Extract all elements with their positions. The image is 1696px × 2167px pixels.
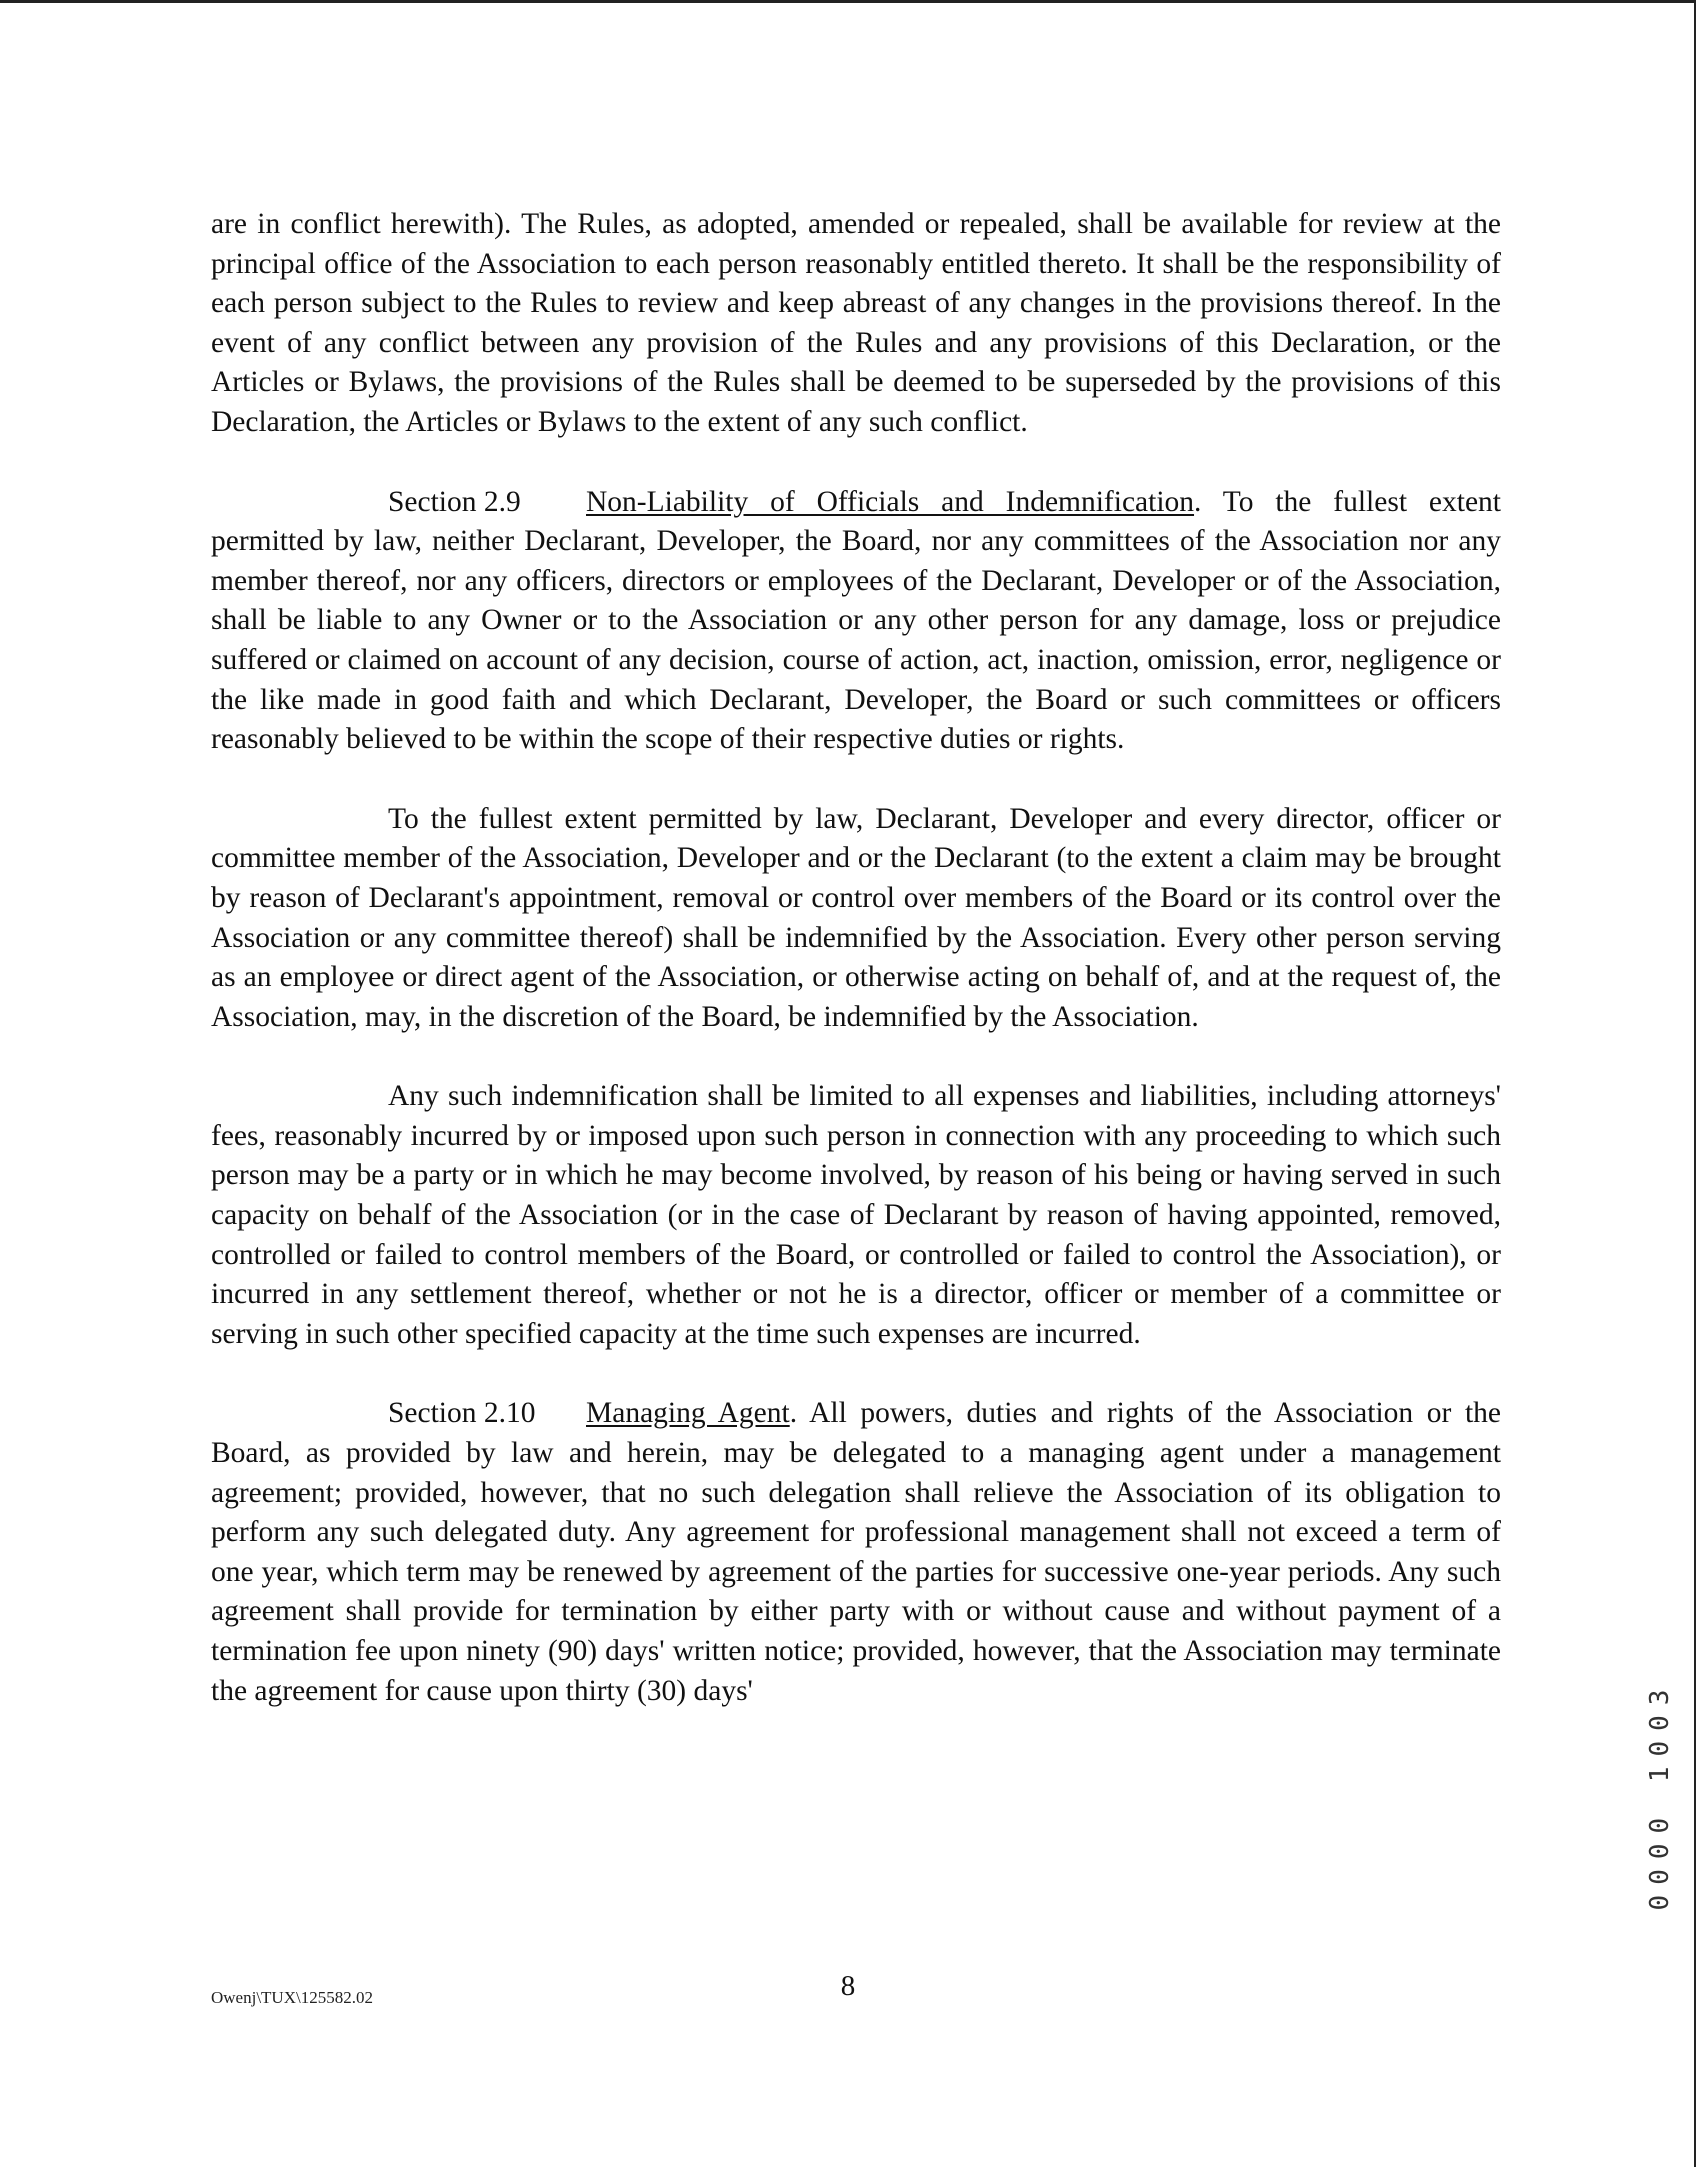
section-2-9-number: Section 2.9 <box>388 485 521 518</box>
section-2-10-body: . All powers, duties and rights of the Association or the Board, as provided by law and herein, may be delegated to a managing agent under a management agreement; provided, however, that no such delegation shall relieve the Association of its obligation to perform any such delegated duty. Any agreement for professional management shall not exceed a term of one year, which term may be renewed by agreement of the parties for successive one-year periods. Any such agreement shall provide for termination by either party with or without cause and without payment of a termination fee upon ninety (90) days' written notice; provided, however, that the Association may terminate the agreement for cause upon thirty (30) days' <box>211 1397 1501 1707</box>
document-body <box>211 205 1501 1711</box>
paragraph-indemnification: To the fullest extent permitted by law, Declarant, Developer and every director, officer or committee member of the Association, Developer and or the Declarant (to the extent a claim may be brought by reason of Declarant's appointment, removal or control over members of the Board or its control over the Association or any committee thereof) shall be indemnified by the Association. Every other person serving as an employee or direct agent of the Association, or otherwise acting on behalf of, and at the request of, the Association, may, in the discretion of the Board, be indemnified by the Association. <box>211 802 1501 1033</box>
margin-stamp-text: 0000 1003 <box>1645 1679 1675 1911</box>
page-number: 8 <box>840 1970 856 2002</box>
section-2-9-title: Non-Liability of Officials and Indemnification <box>586 485 1195 518</box>
section-2-10-number: Section 2.10 <box>388 1397 536 1430</box>
section-2-9-body: . To the fullest extent permitted by law, neither Declarant, Developer, the Board, nor any committees of the Association nor any member thereof, nor any officers, directors or employees of the Declarant, Developer or of the Association, shall be liable to any Owner or to the Association or any other person for any damage, loss or prejudice suffered or claimed on account of any decision, course of action, act, inaction, omission, error, negligence or the like made in good faith and which Declarant, Developer, the Board or such committees or officers reasonably believed to be within the scope of their respective duties or rights. <box>211 485 1501 756</box>
paragraph-indemnification-limits: Any such indemnification shall be limited to all expenses and liabilities, including attorneys' fees, reasonably incurred by or imposed upon such person in connection with any proceeding to which such person may be a party or in which he may become involved, by reason of his being or having served in such capacity on behalf of the Association (or in the case of Declarant by reason of having appointed, removed, controlled or failed to control members of the Board, or controlled or failed to control the Association), or incurred in any settlement thereof, whether or not he is a director, officer or member of a committee or serving in such other specified capacity at the time such expenses are incurred. <box>211 1080 1501 1350</box>
section-2-10-paragraph <box>211 1394 1501 1711</box>
margin-stamp <box>1640 1580 1680 2010</box>
paragraph-rules-continuation: are in conflict herewith). The Rules, as adopted, amended or repealed, shall be available for review at the principal office of the Association to each person reasonably entitled thereto. It shall be the responsibility of each person subject to the Rules to review and keep abreast of any changes in the provisions thereof. In the event of any conflict between any provision of the Rules and any provisions of this Declaration, or the Articles or Bylaws, the provisions of the Rules shall be deemed to be superseded by the provisions of this Declaration, the Articles or Bylaws to the extent of any such conflict. <box>211 208 1501 438</box>
section-2-10-title: Managing Agent <box>586 1397 790 1430</box>
page-top-edge <box>0 0 1696 3</box>
file-reference: Owenj\TUX\125582.02 <box>211 1988 373 2007</box>
section-2-9-paragraph <box>211 483 1501 760</box>
